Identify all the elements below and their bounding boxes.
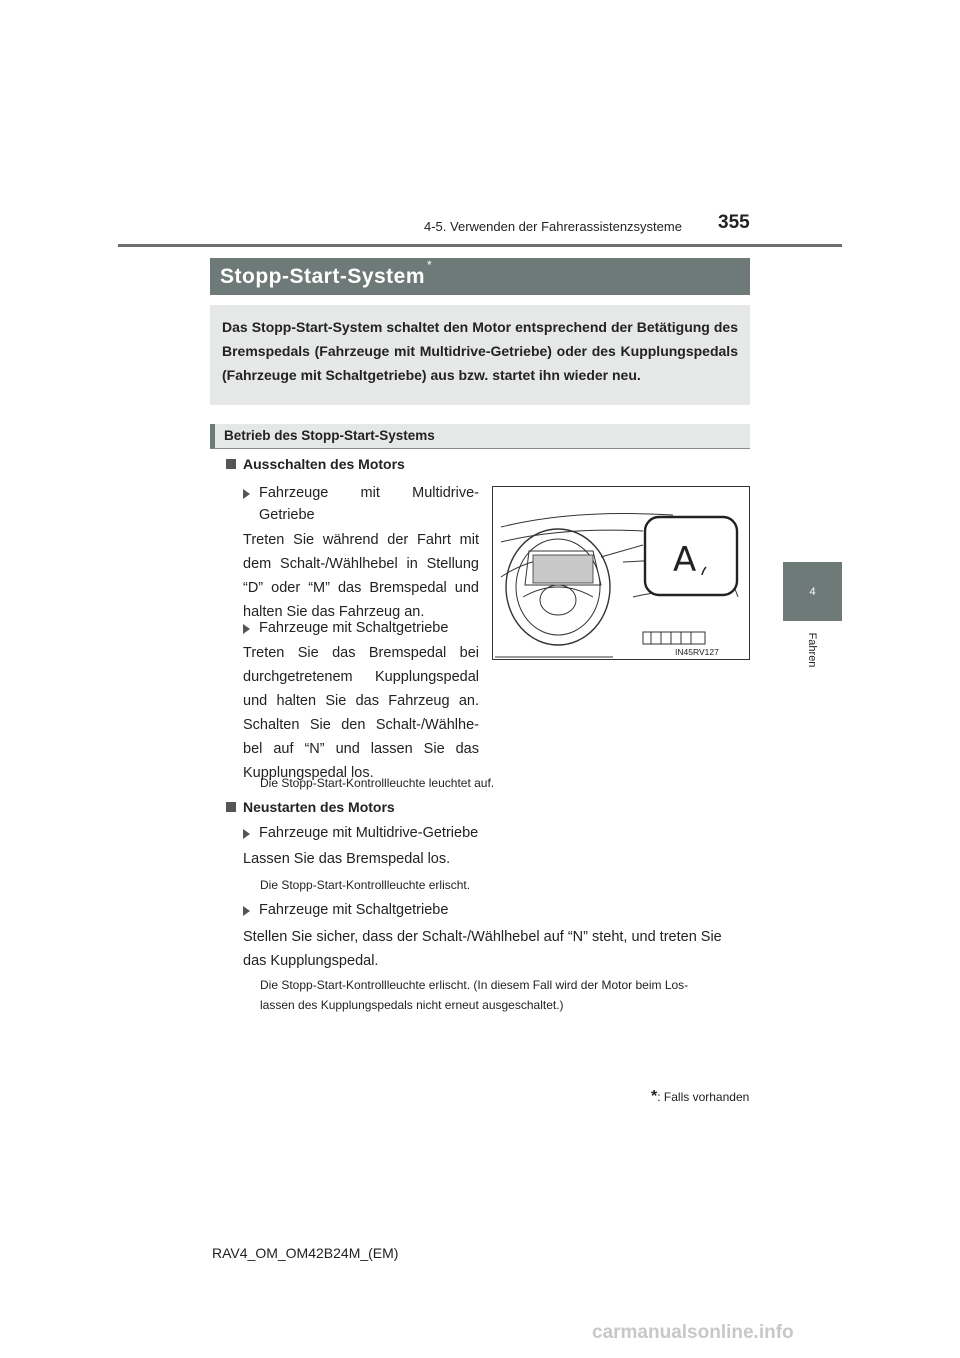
stop-bullet2-text: Fahrzeuge mit Schaltgetriebe (259, 620, 449, 636)
arrow-bullet-icon (243, 906, 250, 916)
stop-bullet1-w3: Multidrive- (412, 485, 479, 501)
stop-para1 (243, 528, 479, 624)
arrow-bullet-icon (243, 489, 250, 499)
stop-bullet-manual (259, 617, 448, 639)
footnote-asterisk: * (651, 1088, 658, 1105)
chapter-tab (783, 562, 842, 621)
stop-bullet1-w1: Fahrzeuge (259, 485, 329, 501)
steering-hub (540, 585, 576, 615)
page-number: 355 (718, 212, 750, 233)
stop-para1-line-3: “D” oder “M” das Bremspedal und (243, 580, 479, 596)
highlighted-display (533, 555, 593, 583)
stop-para2-line-6: Kupplungspedal los. (243, 765, 374, 781)
restart-bullet-manual (259, 899, 448, 921)
section-header: 4-5. Verwenden der Fahrerassistenzsysteme (424, 219, 682, 234)
stop-heading (226, 456, 405, 472)
stop-bullet1-line2: Getriebe (259, 507, 315, 523)
restart-para2 (243, 925, 753, 973)
arrow-bullet-icon (243, 624, 250, 634)
restart-note2-line2: lassen des Kupplungspedals nicht erneut ausgeschaltet.) (260, 998, 564, 1012)
stop-para1-line-4: halten Sie das Fahrzeug an. (243, 604, 425, 620)
square-bullet-icon (226, 459, 236, 469)
stop-para1-line-1: Treten Sie während der Fahrt mit (243, 532, 479, 548)
stop-heading-text: Ausschalten des Motors (243, 456, 405, 472)
restart-note2 (260, 975, 750, 1015)
footnote-text: : Falls vorhanden (657, 1090, 750, 1104)
stop-bullet1-w2: mit (360, 485, 380, 501)
restart-bullet1-text: Fahrzeuge mit Multidrive-Getriebe (259, 825, 479, 841)
stop-para1-line-2: dem Schalt-/Wählhebel in Stellung (243, 556, 479, 572)
dashboard-drawing (493, 487, 750, 660)
restart-bullet-multidrive (259, 822, 478, 844)
header-divider (118, 244, 842, 247)
title-asterisk: * (427, 258, 433, 272)
dashboard-illustration (492, 486, 750, 660)
page-title (210, 258, 750, 295)
dash-upper-line (501, 530, 643, 542)
switch-panel (643, 632, 705, 644)
stop-bullet1-line1 (259, 482, 479, 504)
chapter-number: 4 (809, 585, 816, 598)
stop-para2 (243, 641, 479, 785)
restart-heading-text: Neustarten des Motors (243, 799, 395, 815)
stop-para2-line-3: und halten Sie das Fahrzeug an. (243, 693, 479, 709)
stop-para2-line-2: durchgetretenem Kupplungspedal (243, 669, 479, 685)
footnote (651, 1088, 749, 1106)
callout-label: A (673, 540, 697, 580)
intro-box: Das Stopp-Start-System schaltet den Motor entsprechend der Betätigung des Bremspedals (Fahrzeuge mit Multidrive-Getriebe) oder des Kupplungspedals (Fahrzeuge mit Schaltgetriebe) aus bzw. startet ihn wieder neu. (210, 305, 750, 405)
restart-para2-line2: das Kupplungspedal. (243, 953, 379, 969)
restart-bullet2-text: Fahrzeuge mit Schaltgetriebe (259, 902, 449, 918)
manual-code: RAV4_OM_OM42B24M_(EM) (212, 1245, 399, 1261)
stop-bullet-multidrive (259, 482, 479, 526)
arrow-bullet-icon (243, 829, 250, 839)
watermark: carmanualsonline.info (592, 1322, 794, 1343)
stop-para2-line-1: Treten Sie das Bremspedal bei (243, 645, 479, 661)
restart-note2-line1: Die Stopp-Start-Kontrollleuchte erlischt. (In diesem Fall wird der Motor beim Los- (260, 978, 689, 992)
steering-spoke (523, 587, 593, 597)
figure-code: IN45RV127 (675, 647, 719, 657)
stop-para2-line-5: bel auf “N” und lassen Sie das (243, 741, 479, 757)
restart-para2-line1: Stellen Sie sicher, dass der Schalt-/Wählhebel auf “N” steht, und treten Sie (243, 929, 722, 945)
stop-note: Die Stopp-Start-Kontrollleuchte leuchtet auf. (260, 776, 495, 790)
square-bullet-icon (226, 802, 236, 812)
restart-heading (226, 799, 395, 815)
stop-para2-line-4: Schalten Sie den Schalt-/Wählhe- (243, 717, 479, 733)
chapter-label-text: Fahren (806, 632, 818, 668)
chapter-label (802, 628, 822, 672)
restart-note1: Die Stopp-Start-Kontrollleuchte erlischt. (260, 878, 471, 892)
subsection-heading: Betrieb des Stopp-Start-Systems (210, 424, 750, 449)
callout-line (601, 545, 643, 557)
restart-para1: Lassen Sie das Bremspedal los. (243, 851, 451, 867)
page-title-text: Stopp-Start-System (220, 265, 426, 288)
